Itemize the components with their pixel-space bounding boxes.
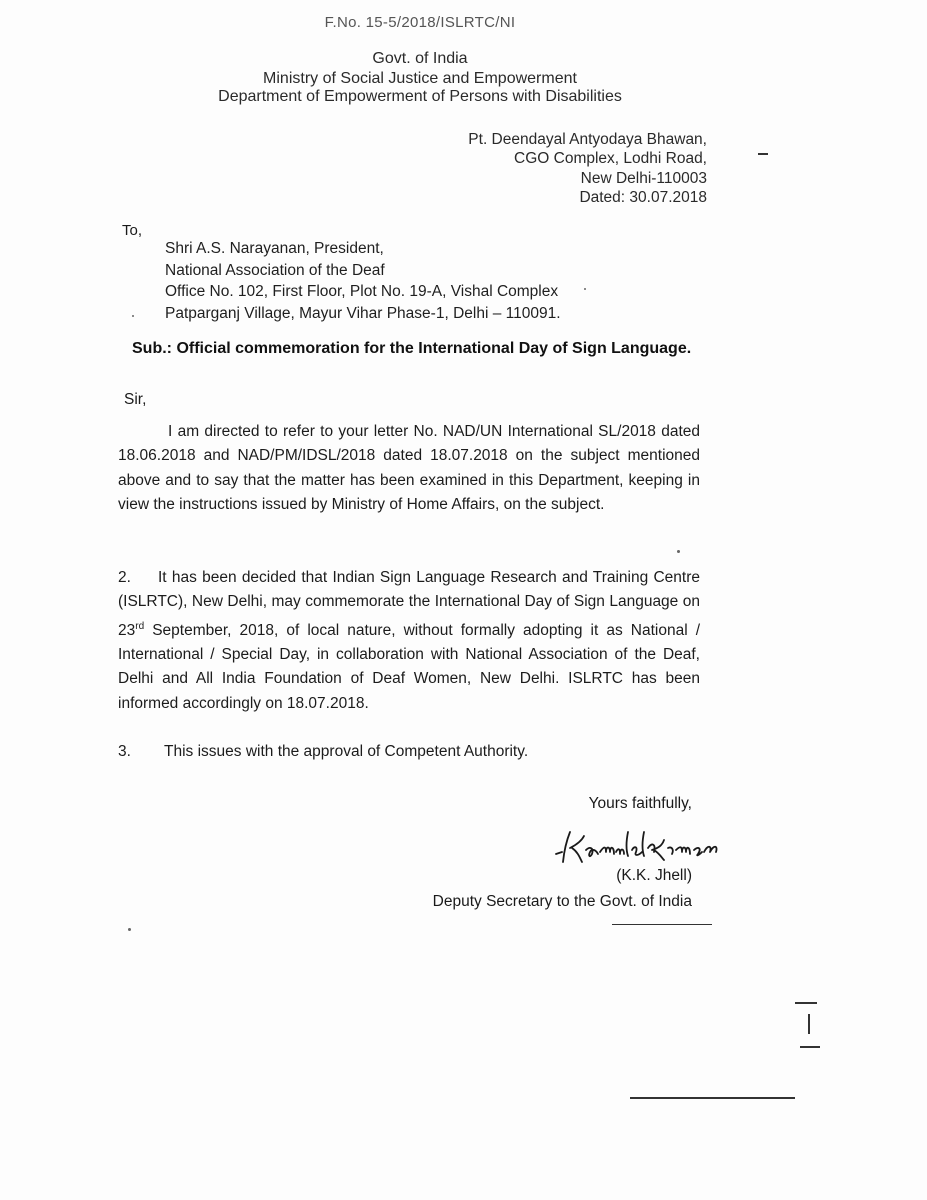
subject-line: Sub.: Official commemoration for the International Day of Sign Language. [132,340,692,357]
margin-mark-2 [808,1014,810,1034]
address-line-3: New Delhi-110003 [580,170,707,187]
to-label: To, [122,222,143,239]
header-govt: Govt. of India [372,50,468,67]
paragraph-2-number: 2. [118,569,131,586]
scan-speck [584,288,586,290]
scan-speck [128,928,131,931]
margin-mark-top [758,153,768,155]
bottom-rule [630,1097,795,1099]
header-department: Department of Empowerment of Persons with Disabilities [218,88,622,105]
paragraph-2 [118,566,700,716]
yours-faithfully: Yours faithfully, [588,795,692,812]
recipient-line-1: Shri A.S. Narayanan, President, [165,240,384,257]
paragraph-2-text-a: It has been decided that Indian Sign Language Research and Training Centre (ISLRTC), New Delhi, may commemorate the International Day of Sign Language on 23 [118,569,700,639]
file-number: F.No. 15-5/2018/ISLRTC/NI [324,14,516,31]
date-line: Dated: 30.07.2018 [579,189,707,206]
signatory-designation: Deputy Secretary to the Govt. of India [432,893,692,910]
underline-rule [612,924,712,925]
margin-mark-1 [795,1002,817,1004]
header-ministry: Ministry of Social Justice and Empowerment [263,70,577,87]
recipient-line-3: Office No. 102, First Floor, Plot No. 19-A, Vishal Complex [165,283,559,300]
paragraph-2-text-b: September, 2018, of local nature, without formally adopting it as National / International / Special Day, in collaboration with National Association of the Deaf, Delhi and All India Foundation of Deaf Women, New Delhi. ISLRTC has been informed accordingly on 18.07.2018. [118,621,700,712]
scan-speck [677,550,680,553]
paragraph-1-text: I am directed to refer to your letter No. NAD/UN International SL/2018 dated 18.06.2018 and NAD/PM/IDSL/2018 dated 18.07.2018 on the subject mentioned above and to say that the matter has been examined in this Department, keeping in view the instructions issued by Ministry of Home Affairs, on the subject. [118,423,700,513]
address-line-1: Pt. Deendayal Antyodaya Bhawan, [468,131,707,148]
paragraph-3 [118,743,528,761]
paragraph-2-sup: rd [135,620,145,632]
address-line-2: CGO Complex, Lodhi Road, [514,150,707,167]
signatory-name: (K.K. Jhell) [616,867,692,884]
paragraph-3-text: This issues with the approval of Competent Authority. [164,743,529,760]
recipient-line-4: Patparganj Village, Mayur Vihar Phase-1, Delhi – 110091. [165,305,561,322]
salutation: Sir, [124,391,147,408]
recipient-line-2: National Association of the Deaf [165,262,385,279]
margin-mark-3 [800,1046,820,1048]
scan-speck [132,315,134,317]
paragraph-1 [118,420,700,517]
paragraph-3-number: 3. [118,743,131,760]
